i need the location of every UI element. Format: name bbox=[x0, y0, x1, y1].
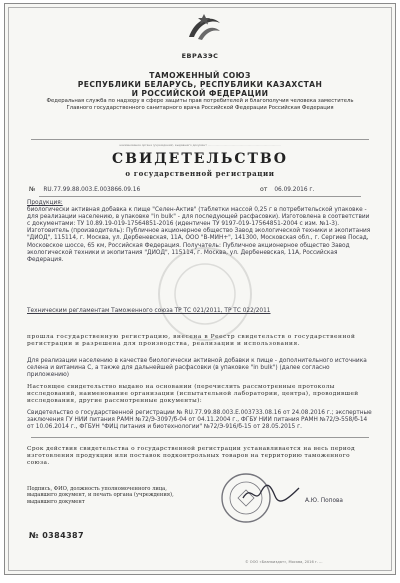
union-title-line2: РЕСПУБЛИКИ БЕЛАРУСЬ, РЕСПУБЛИКИ КАЗАХСТАН bbox=[77, 80, 323, 89]
form-number: № 0384387 bbox=[29, 531, 84, 540]
union-title-line3: И РОССИЙСКОЙ ФЕДЕРАЦИИ bbox=[131, 89, 269, 98]
printer-imprint: © ООО «Бланкиздат», Москва, 2016 г. ... bbox=[245, 560, 323, 564]
number-label: № bbox=[29, 186, 36, 193]
signature-icon bbox=[241, 482, 301, 504]
union-title-line1: ТАМОЖЕННЫЙ СОЮЗ bbox=[149, 71, 251, 80]
certificate-number: RU.77.99.88.003.Е.003866.09.16 bbox=[43, 187, 141, 193]
validity-text: Срок действия свидетельства о государственной регистрации устанавливается на весь период изготовления продукции или поставок подконтрольных товаров на территорию таможенного союза. bbox=[27, 446, 355, 466]
usage-block: Для реализации населению в качестве биологически активной добавки к пище - дополнительного источника селена и витамина С, а также для дальнейшей расфасовки (в упаковке "in bulk") (далее согласно приложению) bbox=[27, 358, 367, 379]
certificate-number-row bbox=[29, 186, 140, 194]
eurasec-logo-icon bbox=[182, 9, 226, 53]
signatory-name: А.Ю. Попова bbox=[305, 498, 343, 504]
basis-documents: Свидетельство о государственной регистрации № RU.77.99.88.003.Е.003733.08.16 от 24.08.2016 г.; экспертные заключения ГУ НИИ питания РАМН №72/Э-3097/б-04 от 04.11.2004 г., ФГБУ НИИ питания РАМН №72/Э-558/б-14 от 10.06.2014 г., ФГБУН "ФИЦ питания и биотехнологии" №72/Э-916/б-15 от 28.05.2015 г. bbox=[27, 410, 372, 431]
certificate-page bbox=[4, 3, 396, 575]
signature-caption: Подпись, ФИО, должность уполномоченного лица, выдавшего документ, и печать органа (учреждения), выдавшего документ bbox=[27, 486, 174, 505]
product-label: Продукция: bbox=[27, 200, 63, 206]
divider bbox=[31, 139, 369, 140]
issuing-authority: Федеральная служба по надзору в сфере защиты прав потребителей и благополучия человека заместитель Главного государственного санитарного врача Российской Федерации Российская Федерация bbox=[46, 98, 354, 111]
regulation-block bbox=[27, 308, 373, 315]
divider bbox=[31, 437, 369, 438]
certificate-subtitle: о государственной регистрации bbox=[125, 169, 275, 178]
date-label: от bbox=[260, 186, 268, 193]
certificate-title: СВИДЕТЕЛЬСТВО bbox=[112, 151, 288, 167]
microtext-line: наименование органа (учреждения), выдавшего документ ·················································································· bbox=[119, 143, 281, 147]
registration-status: прошла государственную регистрацию, внесена в Реестр свидетельств о государственной регистрации и разрешена для производства, реализации и использования. bbox=[27, 334, 356, 347]
certificate-date-row bbox=[260, 186, 314, 194]
product-description: биологически активная добавка к пище "Селен-Актив" (таблетки массой 0,25 г в потребительской упаковке - для реализации населению, в упаковке "in bulk" - для последующей расфасовки). Изготовлена в соответствии с документами: ТУ 10.89.19-019-17564851-2016 (идентичен ТУ 9197-019-17564851-2004 с изм. №1-3). Изготовитель (производитель): Публичное акционерное общество Завод экологической техники и экопитания "ДИОД", 115114, г. Москва, ул. Дербеневская, 11А, ООО "В-МИН+", 141300, Московская обл., г. Сергиев Посад, Московское шоссе, 65 км, Российская Федерация. Получатель: Публичное акционерное общество Завод экологической техники и экопитания "ДИОД", 115114, г. Москва, ул. Дербеневская, 11А, Российская Федерация. bbox=[27, 207, 371, 263]
watermark-emblem-icon bbox=[155, 244, 255, 344]
logo-caption: ЕВРАЗЭС bbox=[181, 52, 219, 60]
union-title bbox=[5, 71, 395, 98]
number-underline bbox=[39, 196, 361, 197]
certificate-date: 06.09.2016 г. bbox=[274, 187, 315, 193]
basis-intro: Настоящее свидетельство выдано на основании (перечислить рассмотренные протоколы исследований, наименование организации (испытательной лаборатории, центра), проводившей исследования, другие рассмотренные документы): bbox=[27, 384, 359, 404]
regulation-text: Техническим регламентам Таможенного союза ТР ТС 021/2011, ТР ТС 022/2011 bbox=[27, 308, 271, 314]
